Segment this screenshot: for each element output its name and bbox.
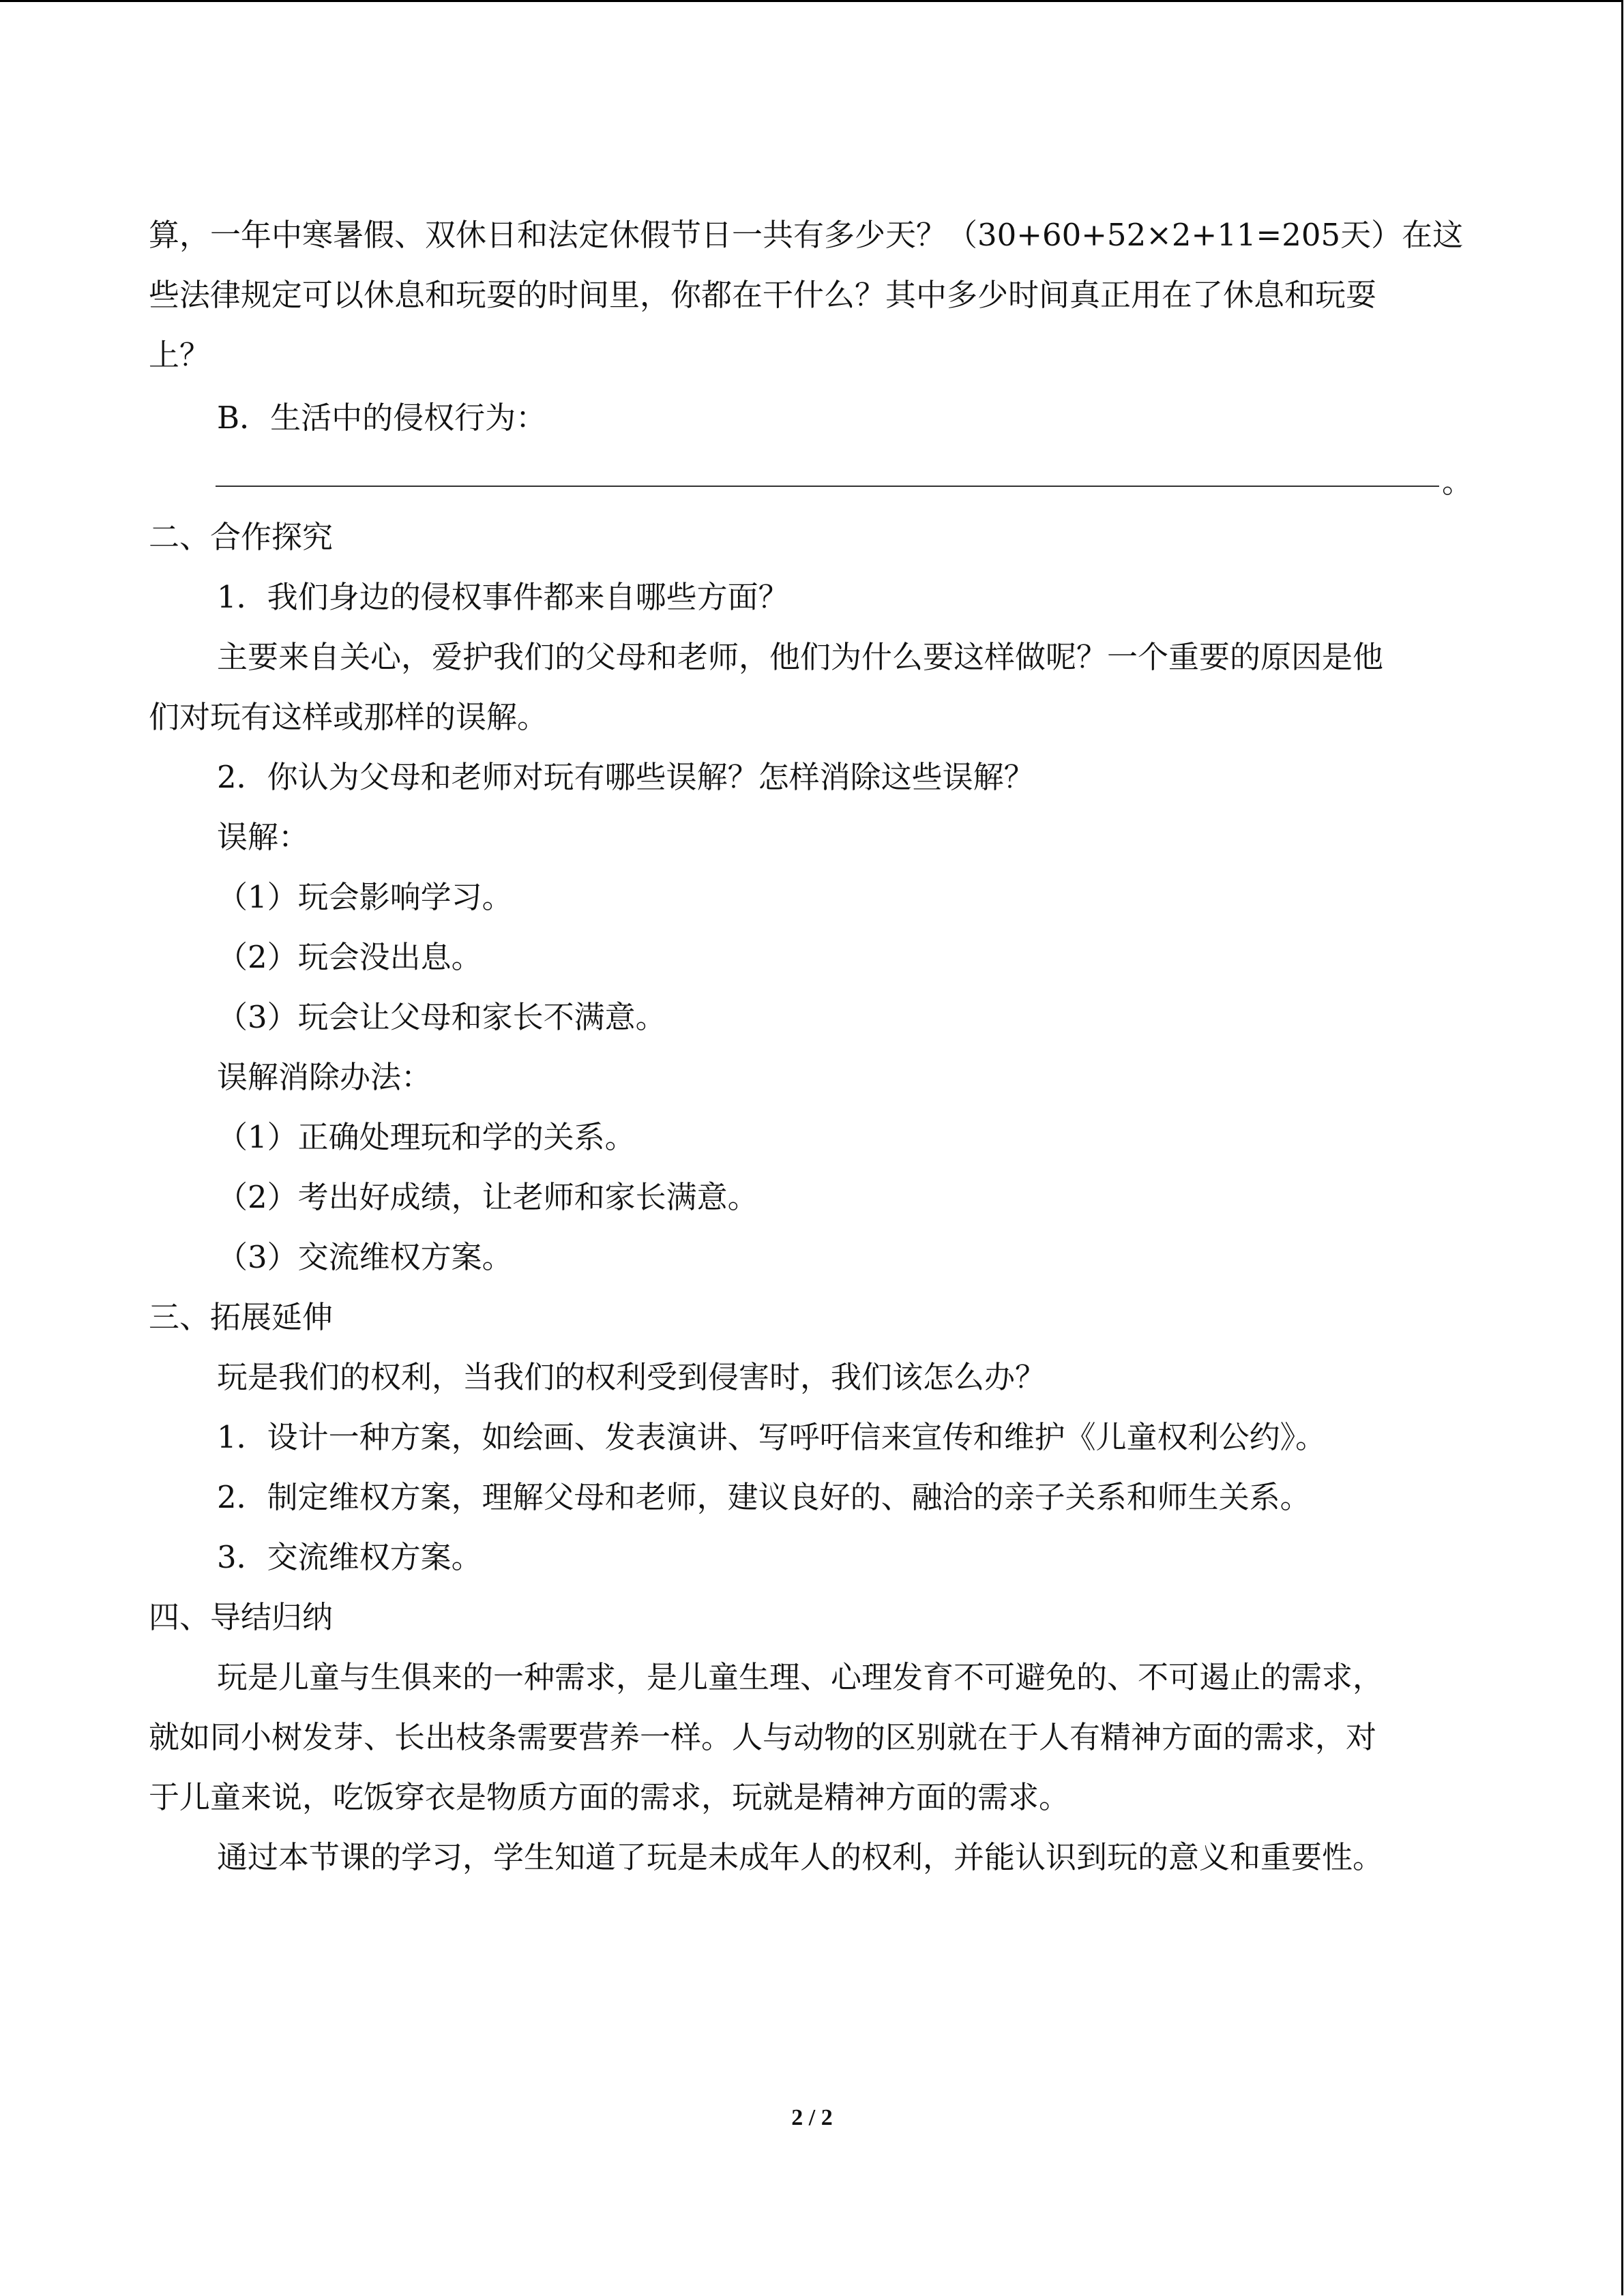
paragraph-line: 就如同小树发芽、长出枝条需要营养一样。人与动物的区别就在于人有精神方面的需求，对 (149, 1719, 1377, 1755)
list-label: 误解消除办法： (217, 1059, 432, 1095)
list-item: 3．交流维权方案。 (217, 1539, 482, 1575)
section-title: 二、合作探究 (149, 519, 334, 555)
sub-question-label: B．生活中的侵权行为： (217, 400, 547, 436)
list-item: （2）考出好成绩，让老师和家长满意。 (217, 1179, 758, 1215)
list-item: （3）交流维权方案。 (217, 1239, 513, 1275)
paragraph-line: 玩是儿童与生俱来的一种需求，是儿童生理、心理发育不可避免的、不可遏止的需求， (217, 1659, 1384, 1695)
paragraph-line: 于儿童来说，吃饭穿衣是物质方面的需求，玩就是精神方面的需求。 (149, 1779, 1070, 1815)
blank-period: 。 (1442, 464, 1473, 500)
list-item: （3）玩会让父母和家长不满意。 (217, 999, 666, 1035)
list-item: （1）玩会影响学习。 (217, 879, 513, 915)
list-item: （2）玩会没出息。 (217, 939, 482, 975)
paragraph-line: 上？ (149, 337, 211, 373)
paragraph-line: 主要来自关心，爱护我们的父母和老师，他们为什么要这样做呢？一个重要的原因是他 (217, 639, 1384, 675)
fill-in-blank-line (216, 486, 1439, 487)
list-item: 1．设计一种方案，如绘画、发表演讲、写呼吁信来宣传和维护《儿童权利公约》。 (217, 1419, 1327, 1455)
section-title: 四、导结归纳 (149, 1599, 334, 1635)
section-title: 三、拓展延伸 (149, 1299, 334, 1335)
paragraph-line: 算，一年中寒暑假、双休日和法定休假节日一共有多少天？（30+60+52×2+11=205天）在这 (149, 217, 1464, 253)
paragraph-line: 通过本节课的学习，学生知道了玩是未成年人的权利，并能认识到玩的意义和重要性。 (217, 1839, 1384, 1875)
paragraph-line: 些法律规定可以休息和玩耍的时间里，你都在干什么？其中多少时间真正用在了休息和玩耍 (149, 277, 1377, 313)
question: 2．你认为父母和老师对玩有哪些误解？怎样消除这些误解？ (217, 759, 1035, 795)
question: 1．我们身边的侵权事件都来自哪些方面？ (217, 579, 789, 615)
list-item: （1）正确处理玩和学的关系。 (217, 1119, 636, 1155)
page-number: 2 / 2 (791, 2105, 833, 2130)
paragraph-line: 们对玩有这样或那样的误解。 (149, 699, 548, 735)
list-label: 误解： (217, 819, 310, 855)
paragraph-line: 玩是我们的权利，当我们的权利受到侵害时，我们该怎么办？ (217, 1359, 1046, 1395)
list-item: 2．制定维权方案，理解父母和老师，建议良好的、融洽的亲子关系和师生关系。 (217, 1479, 1311, 1515)
